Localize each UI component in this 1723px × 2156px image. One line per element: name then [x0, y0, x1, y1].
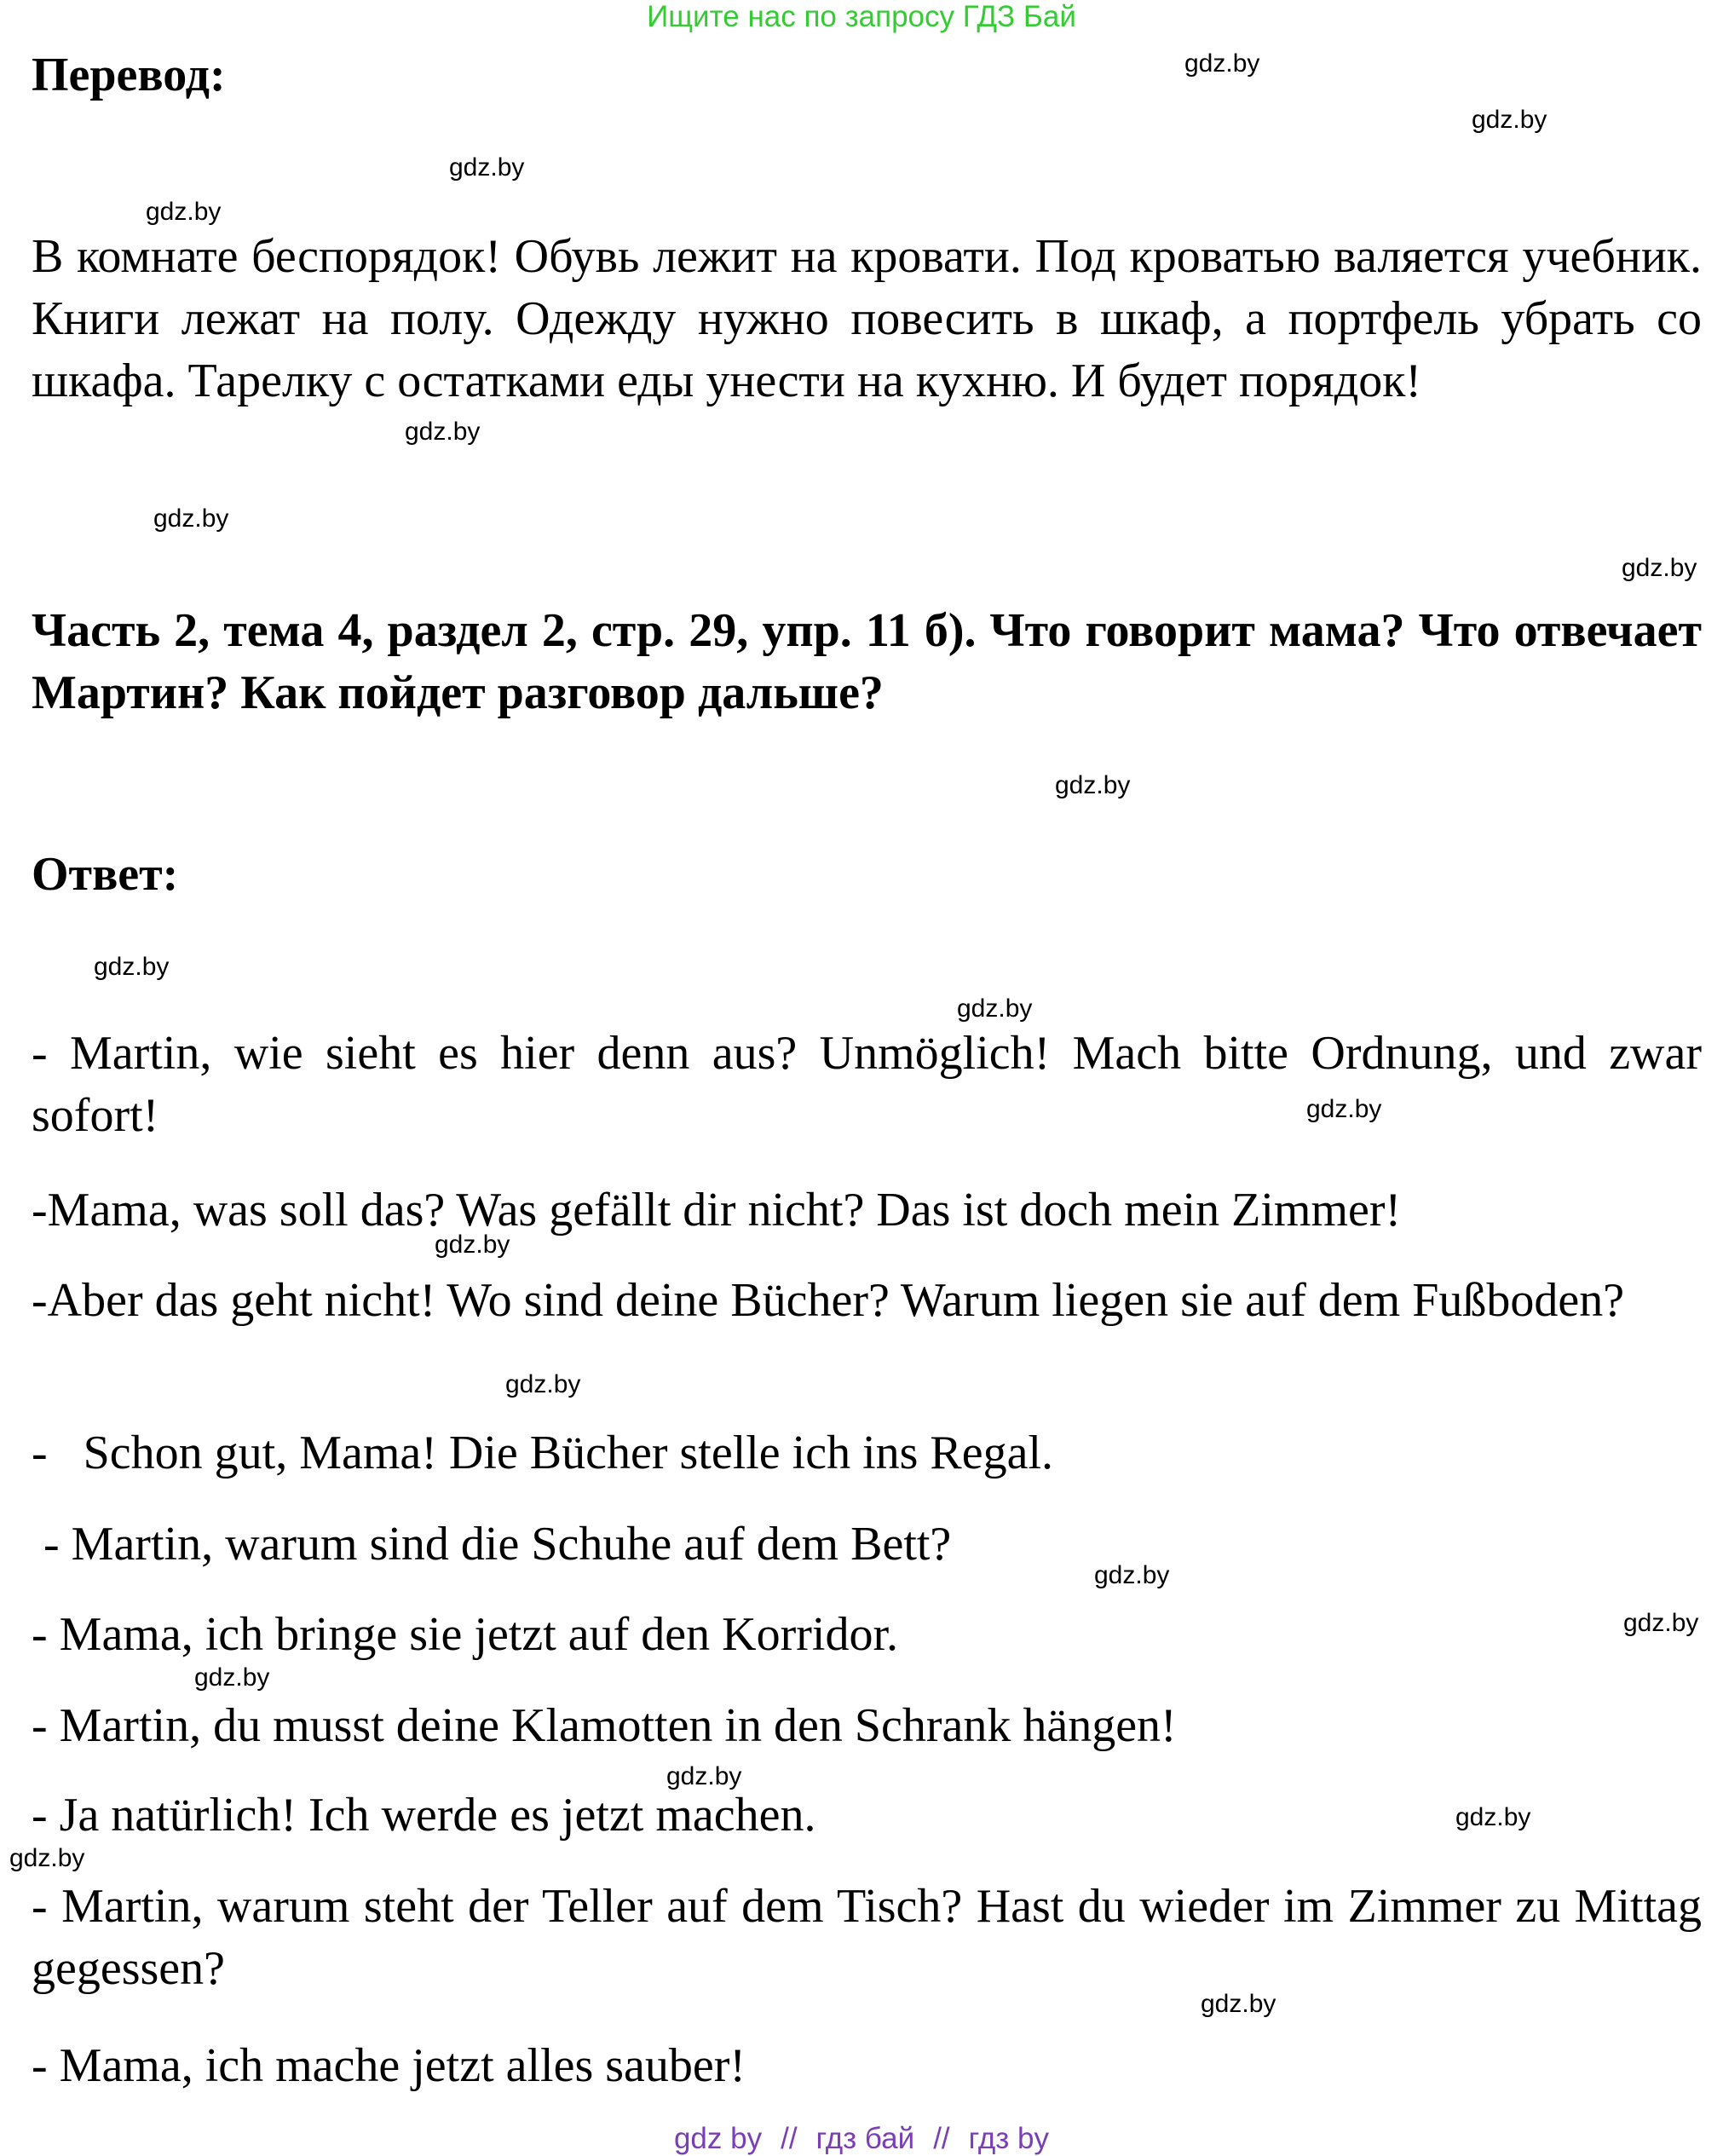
watermark: gdz.by — [1184, 49, 1260, 78]
translation-paragraph: В комнате беспорядок! Обувь лежит на кровати. Под кроватью валяется учебник. Книги лежат на полу. Одежду нужно повесить в шкаф, а портфель убрать со шкафа. Тарелку с остатками еды унести на кухню. И будет порядок! — [32, 230, 1702, 407]
watermark: gdz.by — [666, 1762, 742, 1790]
watermark: gdz.by — [957, 994, 1033, 1023]
footer-links — [0, 2122, 1723, 2156]
watermark: gdz.by — [405, 418, 481, 446]
task-title: Часть 2, тема 4, раздел 2, стр. 29, упр. 11 б). Что говорит мама? Что отвечает Мартин? Как пойдет разговор дальше? — [32, 604, 1702, 719]
footer-link-gdz-bay[interactable]: гдз бай — [815, 2122, 915, 2155]
top-banner: Ищите нас по запросу ГДЗ Бай — [647, 0, 1076, 33]
dialogue-line-10: - Mama, ich mache jetzt alles sauber! — [32, 2039, 746, 2092]
dialogue-line-5: - Martin, warum sind die Schuhe auf dem Bett? — [32, 1518, 952, 1571]
watermark: gdz.by — [1623, 1609, 1699, 1637]
answer-heading: Ответ: — [32, 848, 179, 901]
watermark: gdz.by — [1306, 1095, 1382, 1123]
watermark: gdz.by — [435, 1231, 510, 1259]
watermark: gdz.by — [505, 1370, 581, 1398]
dialogue-line-4: - Schon gut, Mama! Die Bücher stelle ich ins Regal. — [32, 1427, 1054, 1479]
watermark: gdz.by — [1094, 1561, 1170, 1589]
watermark: gdz.by — [1055, 771, 1131, 799]
footer-separator: // — [933, 2122, 950, 2155]
watermark: gdz.by — [153, 504, 229, 533]
watermark: gdz.by — [9, 1844, 85, 1872]
dialogue-line-1: - Martin, wie sieht es hier denn aus? Unmöglich! Mach bitte Ordnung, und zwar sofort! — [32, 1027, 1702, 1142]
watermark: gdz.by — [94, 953, 170, 981]
watermark: gdz.by — [1201, 1990, 1276, 2018]
watermark: gdz.by — [1455, 1803, 1531, 1831]
dialogue-line-6: - Mama, ich bringe sie jetzt auf den Korridor. — [32, 1608, 898, 1661]
dialogue-line-2: -Mama, was soll das? Was gefällt dir nicht? Das ist doch mein Zimmer! — [32, 1184, 1402, 1237]
dialogue-line-7: - Martin, du musst deine Klamotten in den Schrank hängen! — [32, 1699, 1177, 1752]
footer-link-gdz-by-cyr[interactable]: гдз by — [968, 2122, 1050, 2155]
watermark: gdz.by — [449, 153, 525, 182]
watermark: gdz.by — [1622, 554, 1697, 582]
footer-separator: // — [781, 2122, 798, 2155]
watermark: gdz.by — [146, 198, 222, 226]
dialogue-line-8: - Ja natürlich! Ich werde es jetzt machen. — [32, 1789, 816, 1842]
watermark: gdz.by — [1472, 106, 1547, 134]
footer-link-gdz-by[interactable]: gdz by — [673, 2122, 763, 2155]
dialogue-line-9: - Martin, warum steht der Teller auf dem Tisch? Hast du wieder im Zimmer zu Mittag gegessen? — [32, 1880, 1702, 1995]
watermark: gdz.by — [194, 1663, 270, 1692]
translation-heading: Перевод: — [32, 49, 226, 101]
dialogue-line-3: -Aber das geht nicht! Wo sind deine Bücher? Warum liegen sie auf dem Fußboden? — [32, 1274, 1625, 1327]
